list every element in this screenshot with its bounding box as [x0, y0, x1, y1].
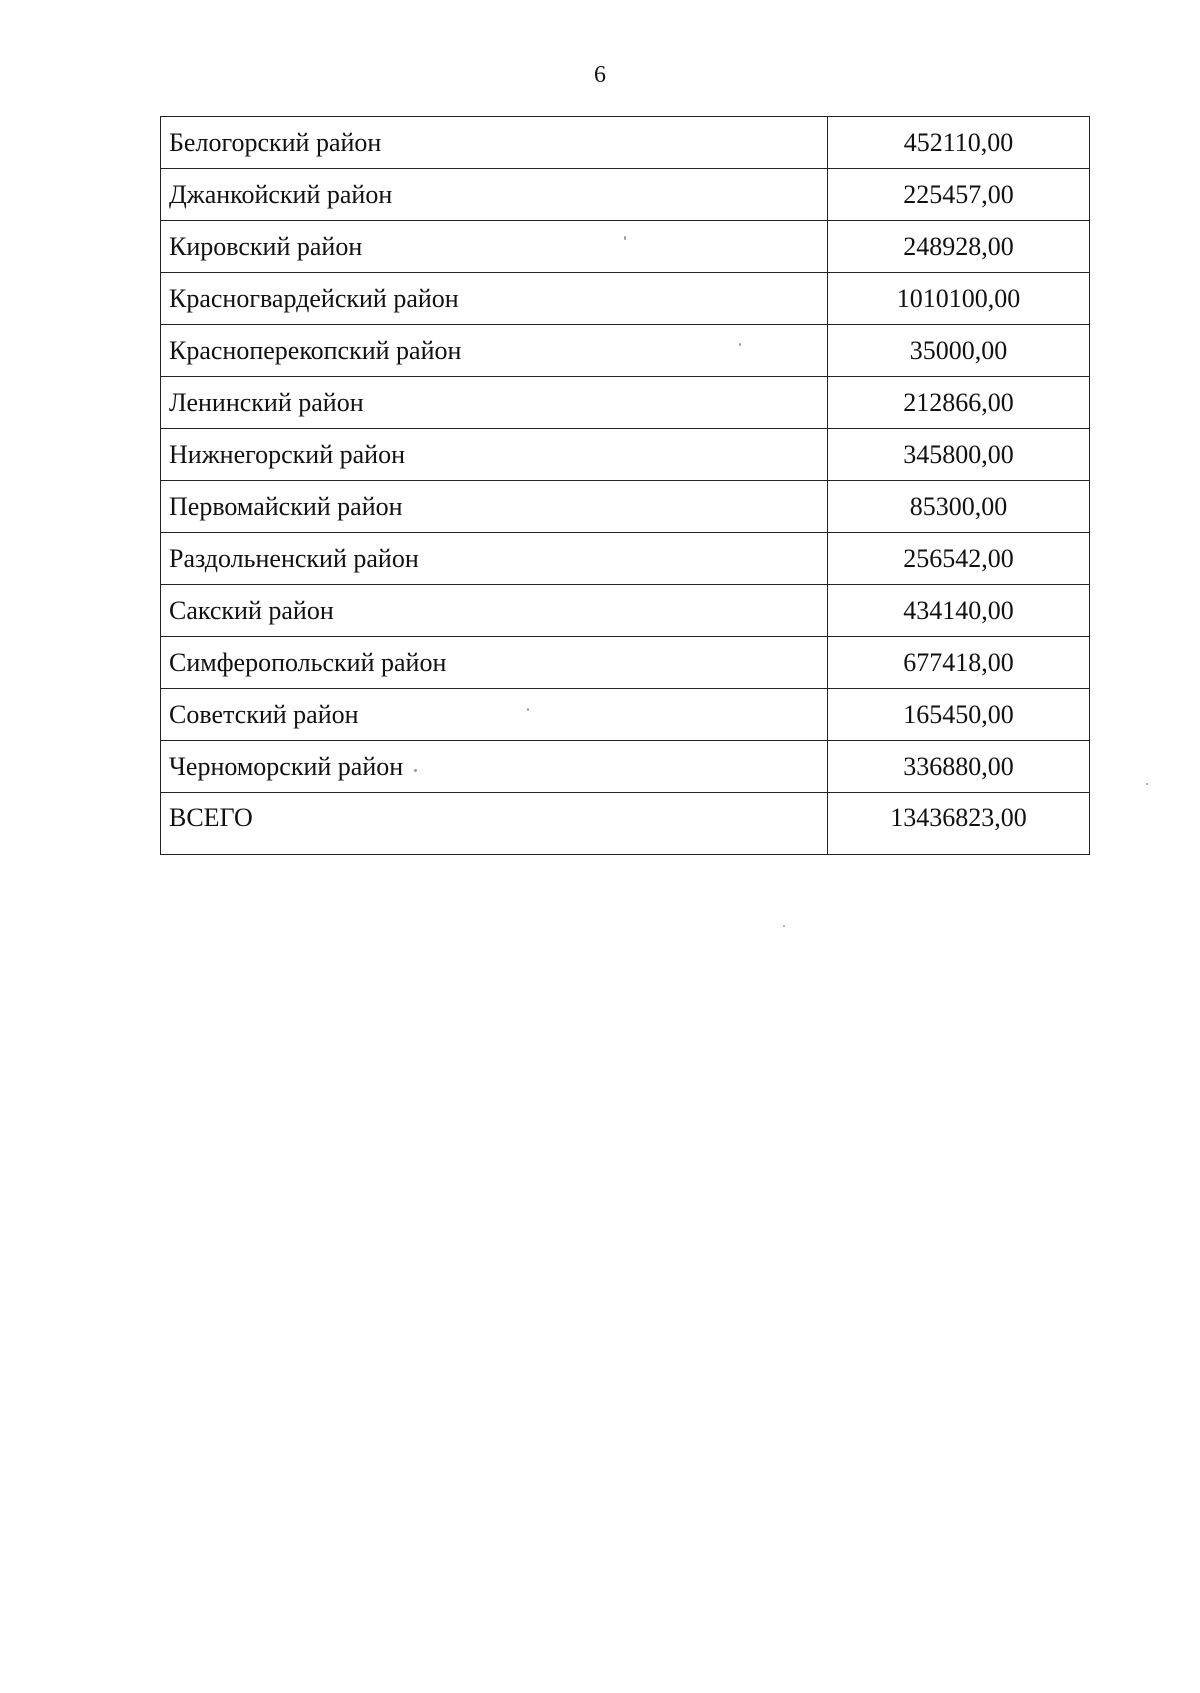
scan-speck [783, 925, 785, 927]
table-row [161, 429, 1090, 481]
district-name-cell: Джанкойский район [161, 169, 828, 221]
table-row [161, 689, 1090, 741]
amount-cell: 248928,00 [828, 221, 1090, 273]
district-name-cell: Первомайский район [161, 481, 828, 533]
district-name-cell: Раздольненский район [161, 533, 828, 585]
table-row [161, 585, 1090, 637]
amount-cell: 1010100,00 [828, 273, 1090, 325]
table-row [161, 637, 1090, 689]
scan-speck [624, 236, 626, 240]
scan-speck [414, 769, 417, 772]
district-name-cell: Белогорский район [161, 117, 828, 169]
amount-cell: 345800,00 [828, 429, 1090, 481]
table-row [161, 377, 1090, 429]
table-row [161, 221, 1090, 273]
amount-cell: 434140,00 [828, 585, 1090, 637]
table-row [161, 273, 1090, 325]
amount-cell: 677418,00 [828, 637, 1090, 689]
amount-cell: 225457,00 [828, 169, 1090, 221]
page-number: 6 [594, 62, 606, 88]
amount-cell: 336880,00 [828, 741, 1090, 793]
amount-cell: 452110,00 [828, 117, 1090, 169]
scan-speck [739, 343, 741, 346]
scan-speck [527, 708, 529, 711]
table-row [161, 533, 1090, 585]
scan-speck [1146, 783, 1148, 785]
amount-cell: 256542,00 [828, 533, 1090, 585]
total-row [161, 793, 1090, 855]
amount-cell: 85300,00 [828, 481, 1090, 533]
district-name-cell: Нижнегорский район [161, 429, 828, 481]
total-amount-cell: 13436823,00 [828, 793, 1090, 855]
district-name-cell: Сакский район [161, 585, 828, 637]
amount-cell: 35000,00 [828, 325, 1090, 377]
table-row [161, 117, 1090, 169]
district-name-cell: Красногвардейский район [161, 273, 828, 325]
district-name-cell: Кировский район [161, 221, 828, 273]
district-name-cell: Симферопольский район [161, 637, 828, 689]
district-amounts-table [160, 116, 1090, 855]
total-label-cell: ВСЕГО [161, 793, 828, 855]
table-row [161, 481, 1090, 533]
district-name-cell: Красноперекопский район [161, 325, 828, 377]
table-row [161, 169, 1090, 221]
table-row [161, 741, 1090, 793]
amount-cell: 212866,00 [828, 377, 1090, 429]
table-row [161, 325, 1090, 377]
amount-cell: 165450,00 [828, 689, 1090, 741]
district-name-cell: Черноморский район [161, 741, 828, 793]
district-name-cell: Советский район [161, 689, 828, 741]
district-name-cell: Ленинский район [161, 377, 828, 429]
